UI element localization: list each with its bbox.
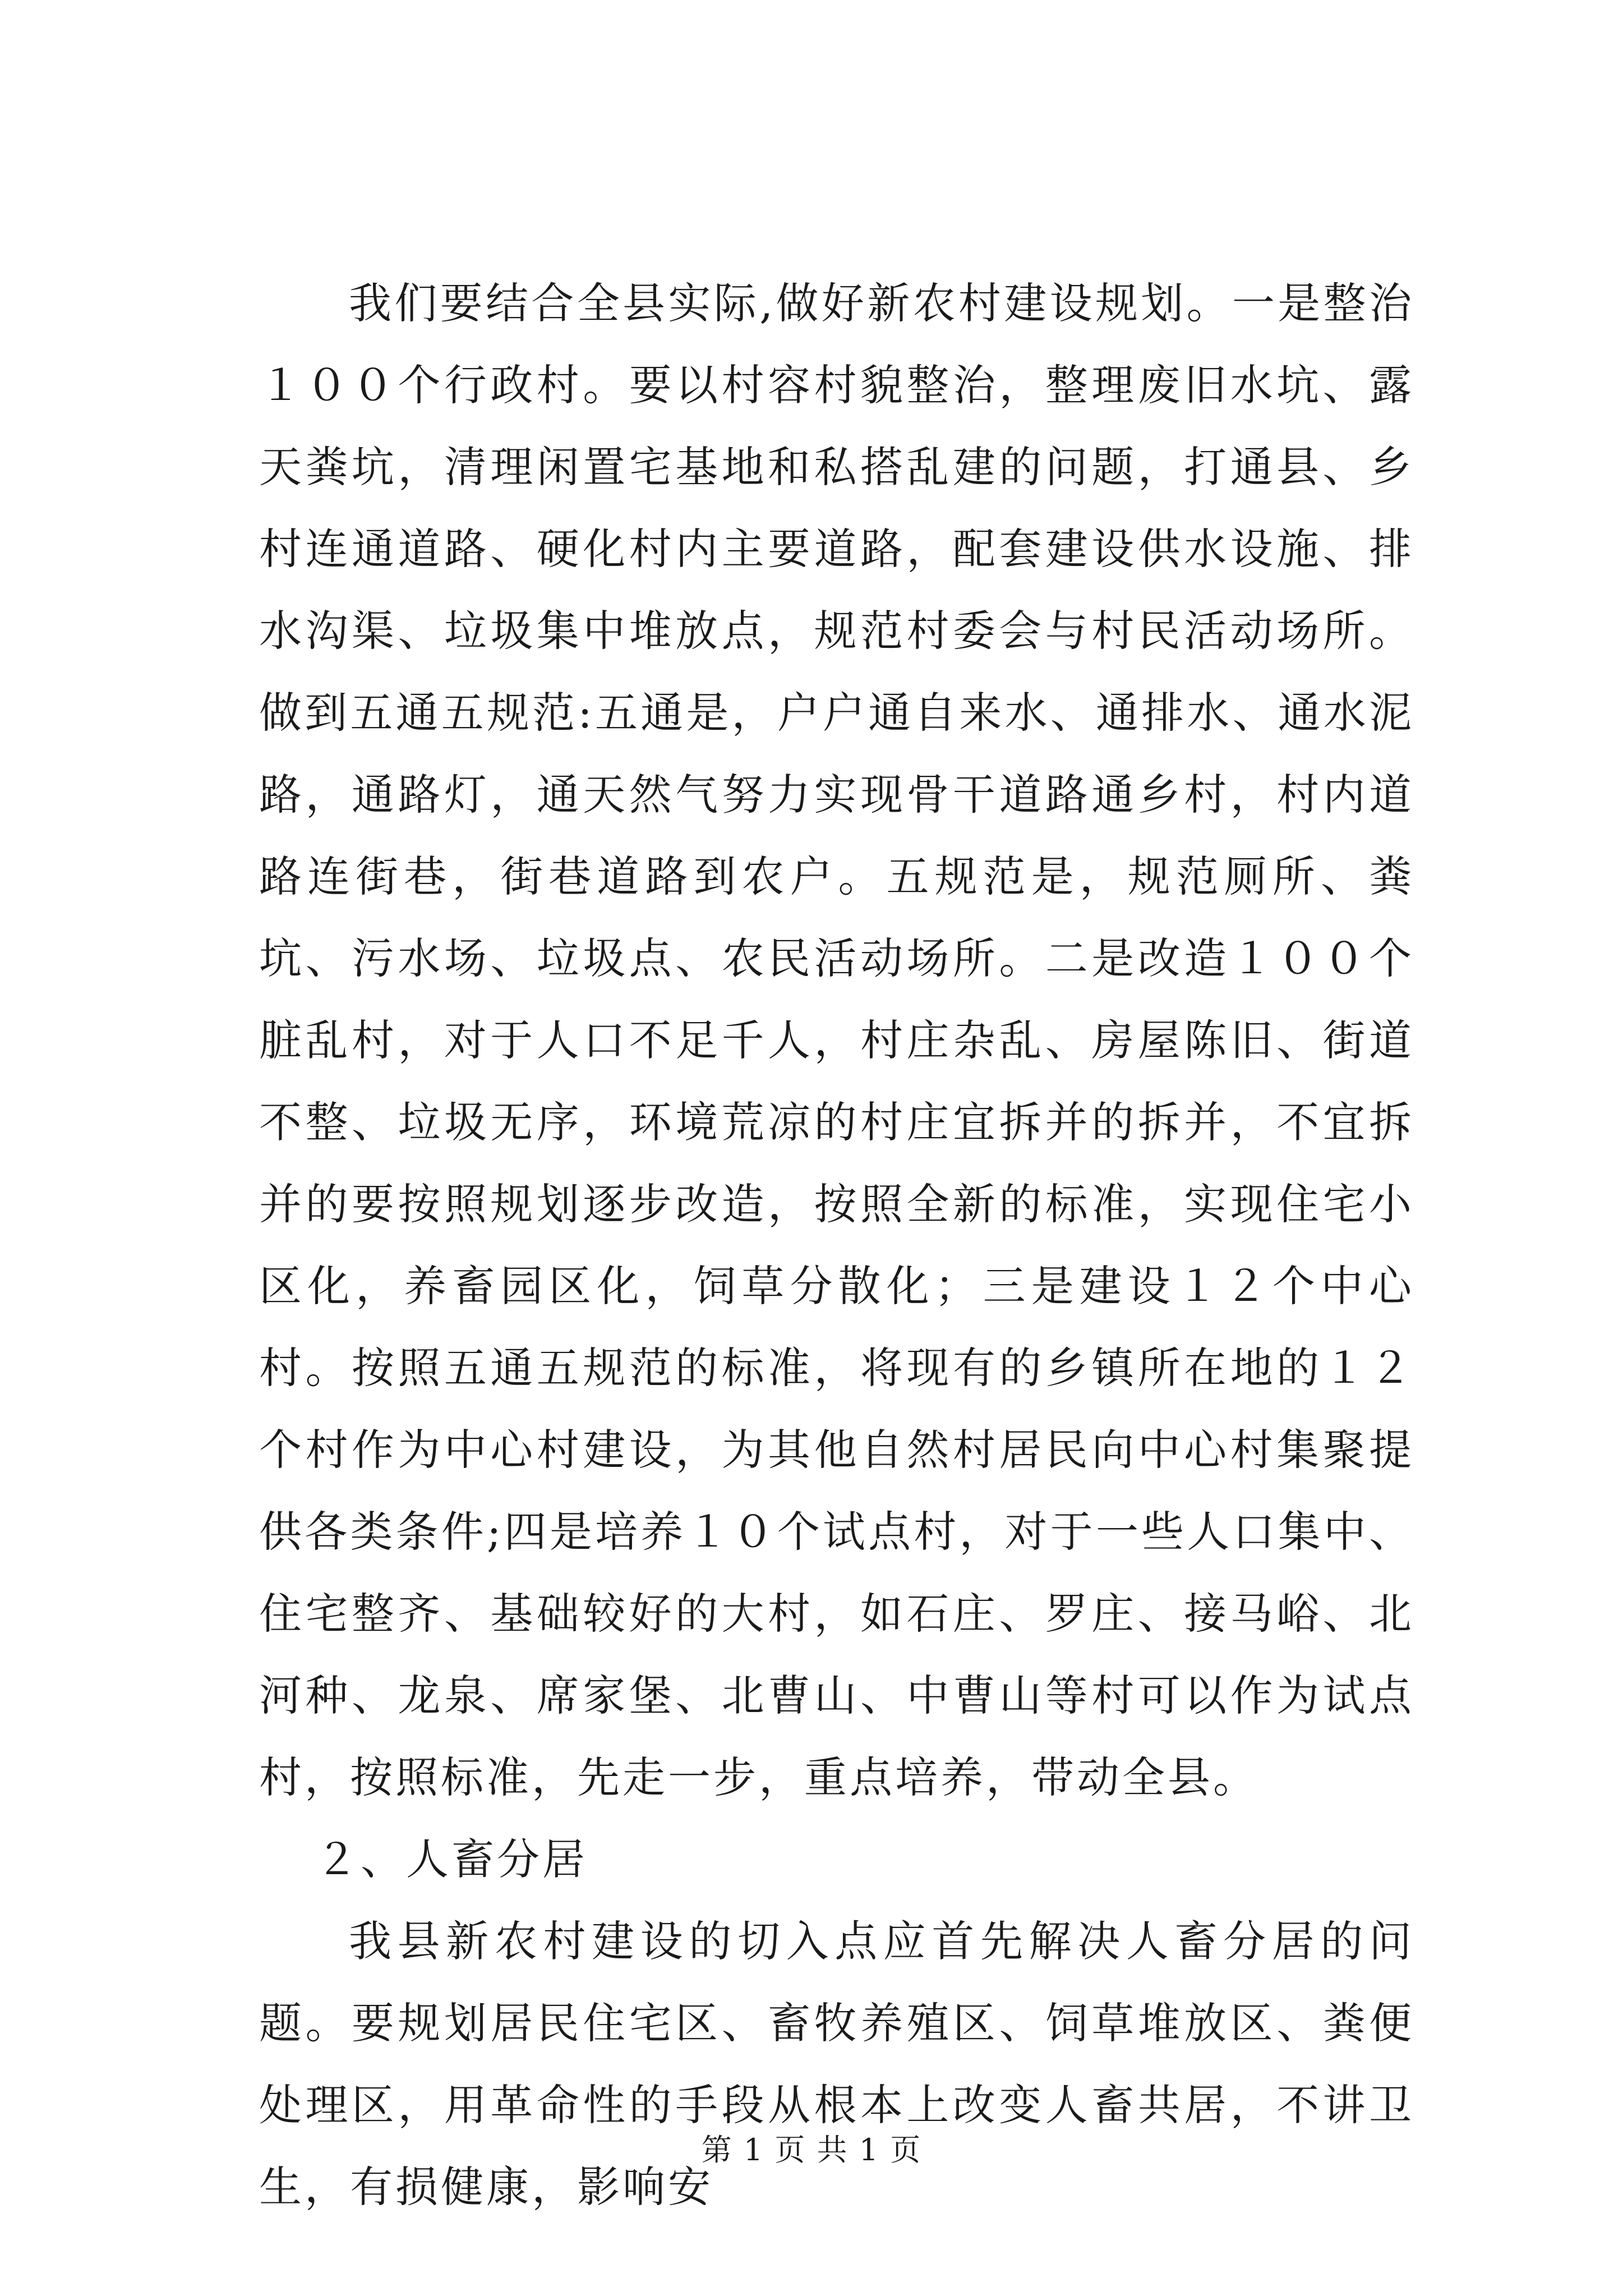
section-heading: ２、人畜分居 (315, 1834, 588, 1884)
document-body (259, 263, 1414, 2228)
page-footer: 第 1 页 共 1 页 (701, 2132, 922, 2168)
paragraph-separation: 我县新农村建设的切入点应首先解决人畜分居的问题。要规划居民住宅区、畜牧养殖区、饲草堆放区、粪便处理区，用革命性的手段从根本上改变人畜共居，不讲卫生，有损健康，影响安 (259, 1916, 1414, 2212)
paragraph-planning: 我们要结合全县实际,做好新农村建设规划。一是整治１００个行政村。要以村容村貌整治，整理废旧水坑、露天粪坑，清理闲置宅基地和私搭乱建的问题，打通县、乡村连通道路、硬化村内主要道路，配套建设供水设施、排水沟渠、垃圾集中堆放点，规范村委会与村民活动场所。做到五通五规范:五通是，户户通自来水、通排水、通水泥路，通路灯，通天然气努力实现骨干道路通乡村，村内道路连街巷，街巷道路到农户。五规范是，规范厕所、粪坑、污水场、垃圾点、农民活动场所。二是改造１００个脏乱村，对于人口不足千人，村庄杂乱、房屋陈旧、街道不整、垃圾无序，环境荒凉的村庄宜拆并的拆并，不宜拆并的要按照规划逐步改造，按照全新的标准，实现住宅小区化，养畜园区化，饲草分散化；三是建设１２个中心村。按照五通五规范的标准，将现有的乡镇所在地的１２个村作为中心村建设，为其他自然村居民向中心村集聚提供各类条件;四是培养１０个试点村，对于一些人口集中、住宅整齐、基础较好的大村，如石庄、罗庄、接马峪、北河种、龙泉、席家堡、北曹山、中曹山等村可以作为试点村，按照标准，先走一步，重点培养，带动全县。 (259, 278, 1414, 1802)
